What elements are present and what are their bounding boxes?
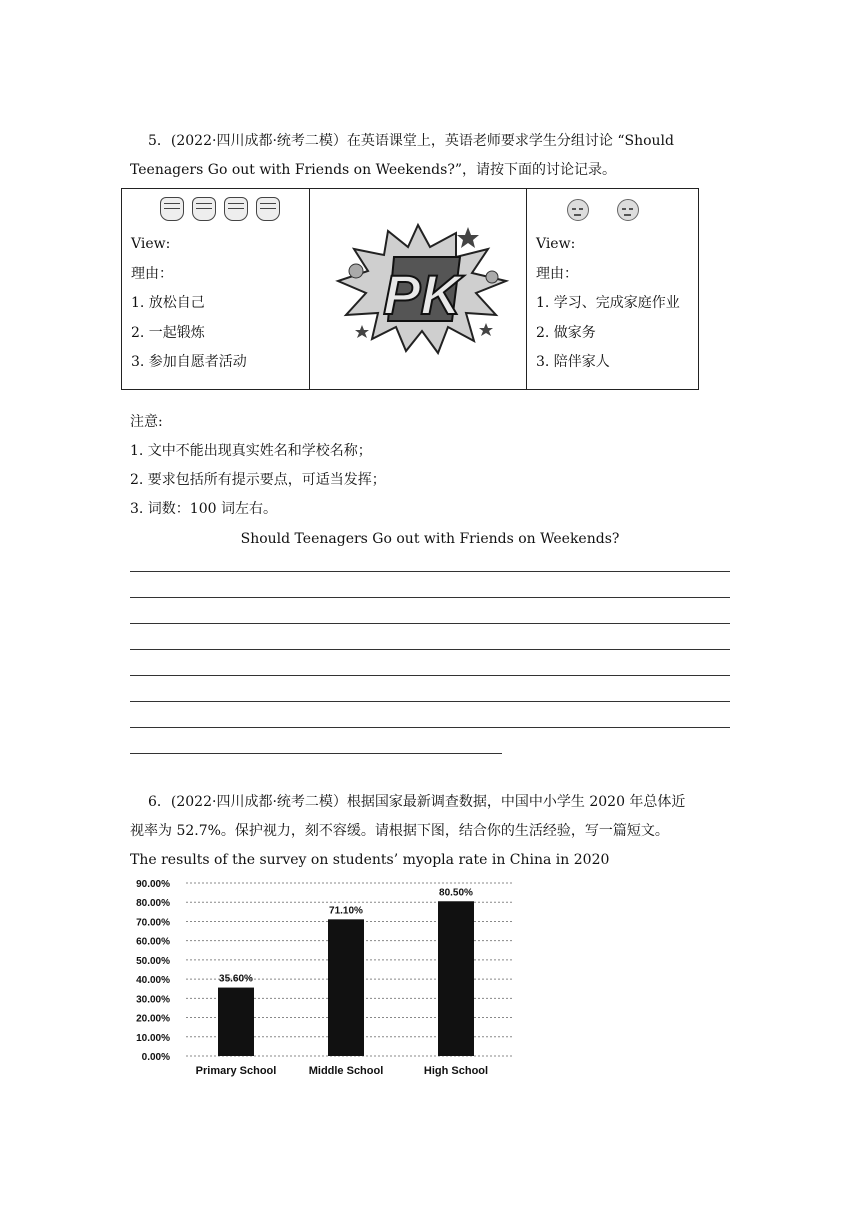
bar <box>328 919 364 1056</box>
chart-caption: The results of the survey on students’ myopla rate in China in 2020 <box>130 852 610 868</box>
y-tick-label: 0.00% <box>141 1052 170 1063</box>
con-reason: 2. 做家务 <box>535 325 596 341</box>
con-view-label: View: <box>535 236 576 252</box>
note-item: 2. 要求包括所有提示要点，可适当发挥； <box>130 472 386 488</box>
q5-prompt-line1: 5．(2022·四川成都·统考二模）在英语课堂上，英语老师要求学生分组讨论 “Should <box>148 133 674 149</box>
y-tick-label: 40.00% <box>136 975 170 987</box>
pk-text: PK <box>383 263 461 326</box>
q6-prompt-line1: 6．(2022·四川成都·统考二模）根据国家最新调查数据，中国中小学生 2020 年总体近 <box>148 794 686 810</box>
answer-line[interactable] <box>130 623 730 624</box>
fist-icon <box>256 197 280 221</box>
answer-line[interactable] <box>130 701 730 702</box>
bar <box>218 988 254 1056</box>
y-tick-label: 30.00% <box>136 994 170 1006</box>
y-tick-label: 20.00% <box>136 1013 170 1025</box>
note-item: 1. 文中不能出现真实姓名和学校名称； <box>130 443 372 459</box>
pk-illustration <box>310 189 526 385</box>
con-reason: 1. 学习、完成家庭作业 <box>535 295 680 311</box>
con-reason-label: 理由： <box>535 266 578 282</box>
con-column <box>526 189 698 390</box>
y-tick-label: 70.00% <box>136 917 170 929</box>
answer-line[interactable] <box>130 649 730 650</box>
fist-icons <box>160 197 280 221</box>
pro-reason: 3. 参加自愿者活动 <box>131 354 247 370</box>
myopia-bar-chart <box>128 870 518 1082</box>
pro-view-label: View: <box>131 236 171 252</box>
sad-face-icon <box>567 199 589 221</box>
fist-icon <box>192 197 216 221</box>
con-reason: 3. 陪伴家人 <box>535 354 610 370</box>
data-label: 71.10% <box>329 905 363 917</box>
answer-line[interactable] <box>130 597 730 598</box>
essay-title: Should Teenagers Go out with Friends on Weekends? <box>240 531 620 547</box>
pk-column <box>309 189 526 390</box>
sad-face-icon <box>617 199 639 221</box>
pro-reason: 1. 放松自己 <box>131 295 205 311</box>
bar <box>438 901 474 1056</box>
y-tick-label: 60.00% <box>136 936 170 948</box>
y-tick-label: 90.00% <box>136 879 170 890</box>
x-category-label: Middle School <box>308 1065 384 1077</box>
q6-prompt-line2: 视率为 52.7%。保护视力，刻不容缓。请根据下图，结合你的生活经验，写一篇短文。 <box>130 823 669 839</box>
x-category-label: High School <box>423 1065 489 1077</box>
q5-prompt-line2: Teenagers Go out with Friends on Weekends?”，请按下面的讨论记录。 <box>130 162 616 178</box>
data-label: 35.60% <box>219 973 253 985</box>
discussion-table <box>121 188 699 390</box>
answer-line[interactable] <box>130 727 730 728</box>
pro-reason-label: 理由： <box>131 266 173 282</box>
answer-line[interactable] <box>130 753 502 754</box>
note-item: 3. 词数：100 词左右。 <box>130 501 277 517</box>
answer-line[interactable] <box>130 571 730 572</box>
y-tick-label: 10.00% <box>136 1032 170 1044</box>
fist-icon <box>160 197 184 221</box>
y-tick-label: 80.00% <box>136 898 170 910</box>
answer-line[interactable] <box>130 675 730 676</box>
fist-icon <box>224 197 248 221</box>
y-tick-label: 50.00% <box>136 955 170 967</box>
notes-label: 注意: <box>130 414 163 430</box>
pro-column <box>122 189 310 390</box>
x-category-label: Primary School <box>195 1065 277 1077</box>
sad-face-icons <box>567 199 639 221</box>
data-label: 80.50% <box>439 887 473 899</box>
pro-reason: 2. 一起锻炼 <box>131 325 205 341</box>
